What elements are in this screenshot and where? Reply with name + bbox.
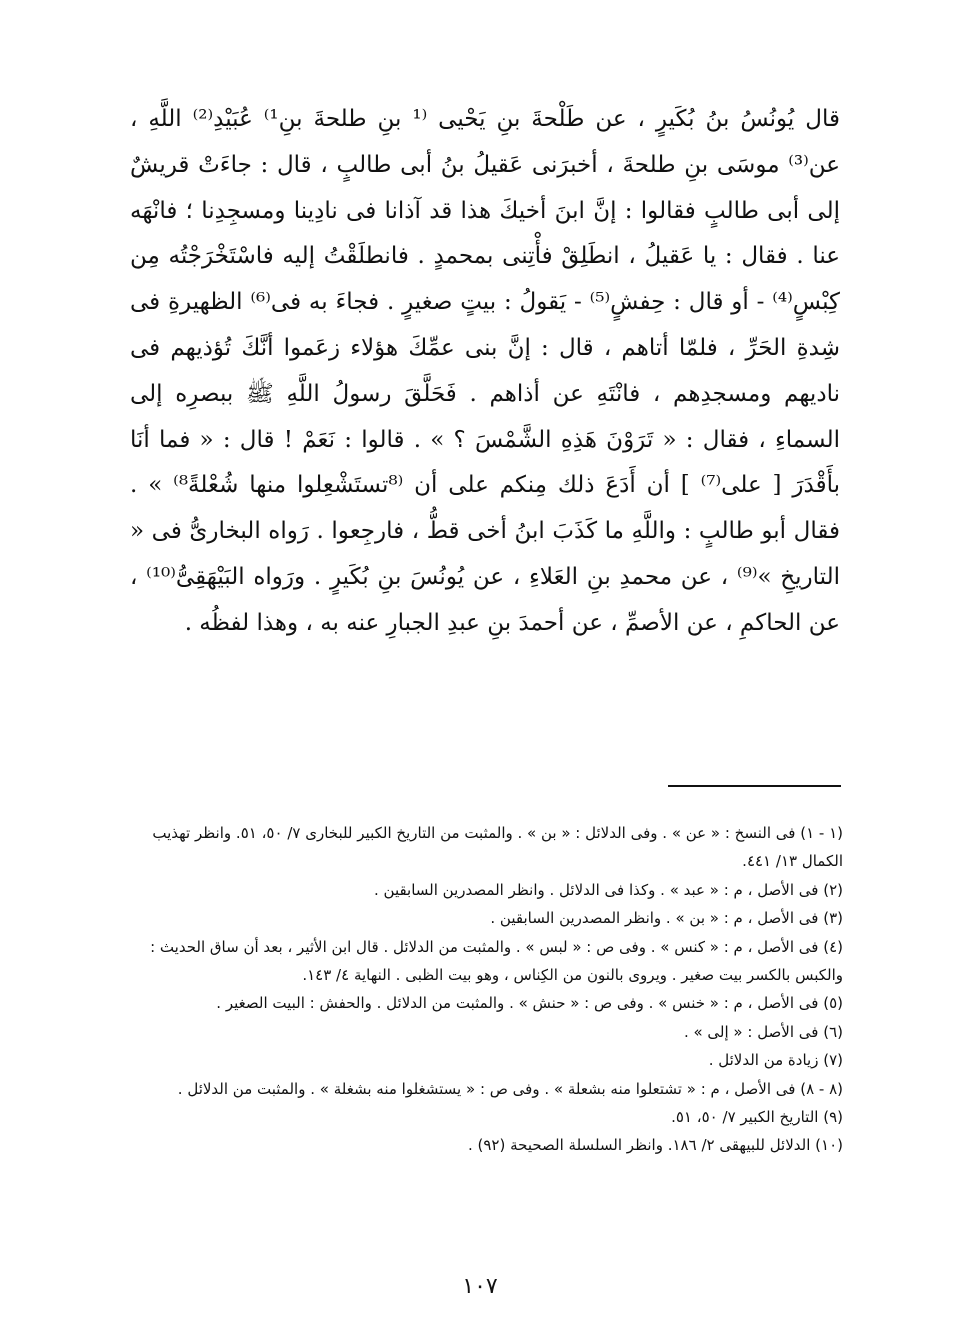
footnote-8: (٨ - ٨) فى الأصل ، م : « تشتعلوا منه بشعلة » . وفى ص : « يستشغلوا منه بشغلة » . والمثبت من الدلائل . <box>177 1079 843 1098</box>
footnote-3: (٣) فى الأصل ، م : « بن » . وانظر المصدرين السابقين . <box>490 909 843 928</box>
footnote-6: (٦) فى الأصل : « إلى » . <box>683 1022 843 1041</box>
page-number: ١٠٧ <box>462 1274 498 1299</box>
main-text-block <box>130 97 840 647</box>
footnote-7: (٧) زيادة من الدلائل . <box>708 1051 843 1070</box>
footnote-5: (٥) فى الأصل ، م : « خنس » . وفى ص : « حنش » . والمثبت من الدلائل . والحفش : البيت الصغير . <box>216 994 843 1013</box>
footnote-separator <box>668 785 841 787</box>
footnote-1: (١ - ١) فى النسخ : « عن » . وفى الدلائل : « بن » . والمثبت من التاريخ الكبير للبخارى ٧/ ٥٠، ٥١. وانظر تهذيب الكمال ١٣/ ٤٤١. <box>152 824 843 871</box>
footnote-10: (١٠) الدلائل للبيهقى ٢/ ١٨٦. وانظر السلسلة الصحيحة (٩٢) . <box>467 1136 843 1155</box>
body-paragraph: قال يُونُسُ بنُ بُكَيرٍ ، عن طَلْحةَ بنِ يَحْيى ⁽¹ بنِ طلحةَ بنِ¹⁾ عُبَيْدِ⁽²⁾ اللَّهِ ، عن⁽³⁾ موسَى بنِ طلحةَ ، أخبرَنى عَقيلُ بنُ أبى طالبٍ ، قال : جاءَتْ قريشٌ إلى أبى طالبٍ فقالوا : إنَّ ابنَ أخيكَ هذا قد آذانا فى نادِينا ومسجِدِنا ؛ فانْهَه عنا . فقال : يا عَقيلُ ، انطَلِقْ فأْتِنى بمحمدٍ . فانطلَقْتُ إليه فاسْتَخْرَجْتُه مِن كِبْسٍ⁽⁴⁾ - أو قال : حِفشٍ⁽⁵⁾ - يَقولُ : بيتٍ صغيرٍ . فجاءَ به فى⁽⁶⁾ الظهيرةِ فى شِدةِ الحَرِّ ، فلمّا أتاهم ، قال : إنَّ بنى عمِّكَ هؤلاء زعَموا أنَّكَ تُؤذيهم فى ناديهم ومسجدِهم ، فانْتَهِ عن أذاهم . فَحَلَّقَ رسولُ اللَّهِ ﷺ ببصرِه إلى السماءِ ، فقال : « تَرَوْنَ هَذِهِ الشَّمْسَ ؟ » . قالوا : نَعَمْ ! قال : « فما أنَا بأَقْدَرَ [ على⁽⁷⁾ ] أن أَدَعَ ذلك مِنكم على أن ⁽⁸تستَشْعِلوا منها شُعْلةً⁸⁾ » . فقال أبو طالبٍ : واللَّهِ ما كَذَبَ ابنُ أخى قطُّ ، فارجِعوا . رَواه البخارىُّ فى « التاريخِ »⁽⁹⁾ ، عن محمدِ بنِ العَلاءِ ، عن يُونُسَ بنِ بُكَيرٍ . ورَواه البَيْهَقِىُّ⁽¹⁰⁾ ، عن الحاكمِ ، عن الأصمِّ ، عن أحمدَ بنِ عبدِ الجبارِ عنه به ، وهذا لفظُه . <box>130 106 840 636</box>
footnote-9: (٩) التاريخ الكبير ٧/ ٥٠، ٥١. <box>671 1108 843 1127</box>
footnotes-list <box>130 819 843 1160</box>
footnote-4: (٤) فى الأصل ، م : « كنس » . وفى ص : « لبس » . والمثبت من الدلائل . قال ابن الأثير ، بعد أن ساق الحديث : والكبس بالكسر بيت صغير . ويروى بالنون من الكِناس ، وهو بيت الظبى . النهاية ٤/ ١٤٣. <box>150 937 843 985</box>
footnote-2: (٢) فى الأصل ، م : « عبد » . وكذا فى الدلائل . وانظر المصدرين السابقين . <box>373 880 843 899</box>
